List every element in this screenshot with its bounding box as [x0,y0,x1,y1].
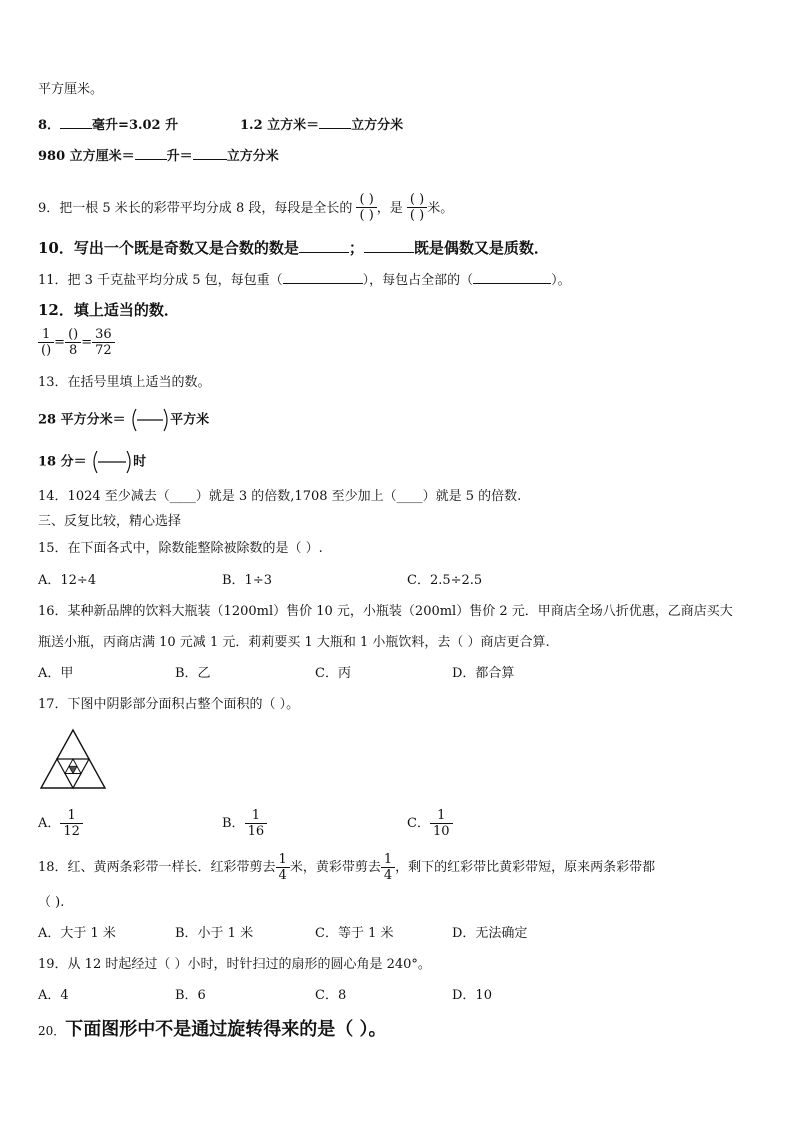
q9-fraction-2: $\frac{( )}{( )}$ [407,192,427,223]
q18-option-c: C．等于 1 米 [315,926,394,941]
question-12-title: 12．填上适当的数． [38,301,179,319]
q18-option-d: D．无法确定 [452,926,528,941]
q13-blank-fraction-b [91,450,133,474]
q13-a-prefix: 28 平方分米＝ [38,412,126,428]
q17-option-b: B． $\frac{1}{16}$ [222,808,267,839]
q17-option-a-fraction: $\frac{1}{12}$ [60,808,83,839]
q20-number: 20． [38,1024,66,1038]
q16-option-a: A．甲 [38,666,74,681]
q18-option-b: B．小于 1 米 [175,926,254,941]
question-8-line1 [38,116,178,134]
q8-blank-c [135,147,167,160]
q13-b-prefix: 18 分＝ [38,454,87,470]
q17-option-a: A． $\frac{1}{12}$ [38,808,83,839]
q10-sep: ； [348,239,364,257]
question-20 [38,1019,387,1040]
q12-fraction-1: $\frac{1}{()}$ [38,327,54,358]
question-18-line2: （ ). [38,895,65,910]
q17-option-c-fraction: $\frac{1}{10}$ [430,808,453,839]
q12-fraction-2: $\frac{()}{8}$ [65,327,81,358]
q18-fraction-1: $\frac{1}{4}$ [276,852,290,883]
question-8-part-b [240,116,403,134]
question-12-equation: $\frac{1}{()}$ = $\frac{()}{8}$ = $\frac{36}{72}$ [38,327,115,358]
q11-text-a: 11．把 3 千克盐平均分成 5 包，每包重（ [38,273,283,288]
question-8-line2 [38,147,279,165]
question-13-b [38,450,146,474]
q19-option-d: D．10 [452,988,492,1003]
q8-b-prefix: 1.2 立方米＝ [240,118,320,133]
question-19: 19．从 12 时起经过（ ）小时，时针扫过的扇形的圆心角是 240°。 [38,957,431,972]
q11-text-b: ），每包占全部的（ [362,273,474,288]
q17-option-c: C． $\frac{1}{10}$ [407,808,453,839]
q8-number: 8． [38,118,61,133]
q18-option-a: A．大于 1 米 [38,926,116,941]
question-11 [38,271,571,289]
q19-option-c: C．8 [315,988,347,1003]
q11-text-c: ）。 [551,273,571,288]
q19-option-b: B．6 [175,988,206,1003]
question-16-line2: 瓶送小瓶，丙商店满 10 元减 1 元．莉莉要买 1 大瓶和 1 小瓶饮料，去（ ）商店更合算. [38,635,550,650]
q10-blank-b [364,240,414,253]
q8-c-prefix: 980 立方厘米＝ [38,149,135,164]
q17-triangle-figure [38,728,108,792]
q15-option-a: A．12÷4 [38,573,97,588]
q18-text-c: ，剩下的红彩带比黄彩带短，原来两条彩带都 [395,860,656,875]
question-13-a [38,408,209,432]
q16-option-c: C．丙 [315,666,351,681]
q9-text-b: ，是 [376,201,403,216]
question-10 [38,240,549,256]
q8-blank-a [60,116,92,129]
question-13-title: 13．在括号里填上适当的数。 [38,375,211,390]
q17-option-b-fraction: $\frac{1}{16}$ [245,808,268,839]
intro-line: 平方厘米。 [38,82,104,97]
q10-text-b: 既是偶数又是质数． [413,239,549,257]
q8-a-suffix: 毫升=3.02 升 [92,118,179,133]
q10-blank-a [299,240,349,253]
question-15: 15．在下面各式中，除数能整除被除数的是（ ）. [38,541,323,556]
q13-blank-fraction-a [130,408,170,432]
question-17: 17．下图中阴影部分面积占整个面积的（ ）。 [38,697,300,712]
q8-b-suffix: 立方分米 [351,118,404,133]
q9-text-a: 9．把一根 5 米长的彩带平均分成 8 段，每段是全长的 [38,201,353,216]
q12-fraction-3: $\frac{36}{72}$ [92,327,115,358]
question-9 [38,193,453,224]
q10-text-a: 10．写出一个既是奇数又是合数的数是 [38,239,299,257]
question-16-line1: 16．某种新品牌的饮料大瓶装（1200ml）售价 10 元，小瓶装（200ml）售价 2 元．甲商店全场八折优惠，乙商店买大 [38,604,733,619]
q11-blank-a [283,271,363,284]
question-18-line1 [38,852,655,883]
q11-blank-b [473,271,551,284]
q16-option-d: D．都合算 [452,666,515,681]
q18-text-a: 18．红、黄两条彩带一样长．红彩带剪去 [38,860,276,875]
q18-text-b: 米，黄彩带剪去 [289,860,381,875]
q13-b-suffix: 时 [133,454,147,470]
q16-option-b: B．乙 [175,666,211,681]
q15-option-b: B．1÷3 [222,573,272,588]
question-14: 14．1024 至少减去（____）就是 3 的倍数,1708 至少加上（____）就是 5 的倍数. [38,489,522,504]
q8-blank-d [193,147,227,160]
section-3-heading: 三、反复比较，精心选择 [38,514,182,529]
q8-c-mid: 升＝ [166,149,193,164]
q8-blank-b [319,116,351,129]
q15-option-c: C．2.5÷2.5 [407,573,483,588]
q8-c-suffix: 立方分米 [226,149,279,164]
q9-text-c: 米。 [427,201,454,216]
q18-fraction-2: $\frac{1}{4}$ [381,852,395,883]
q19-option-a: A．4 [38,988,69,1003]
q9-fraction-1: $\frac{( )}{( )}$ [356,192,376,223]
q20-text: 下面图形中不是通过旋转得来的是（ ）。 [65,1019,387,1040]
q13-a-suffix: 平方米 [170,412,210,428]
